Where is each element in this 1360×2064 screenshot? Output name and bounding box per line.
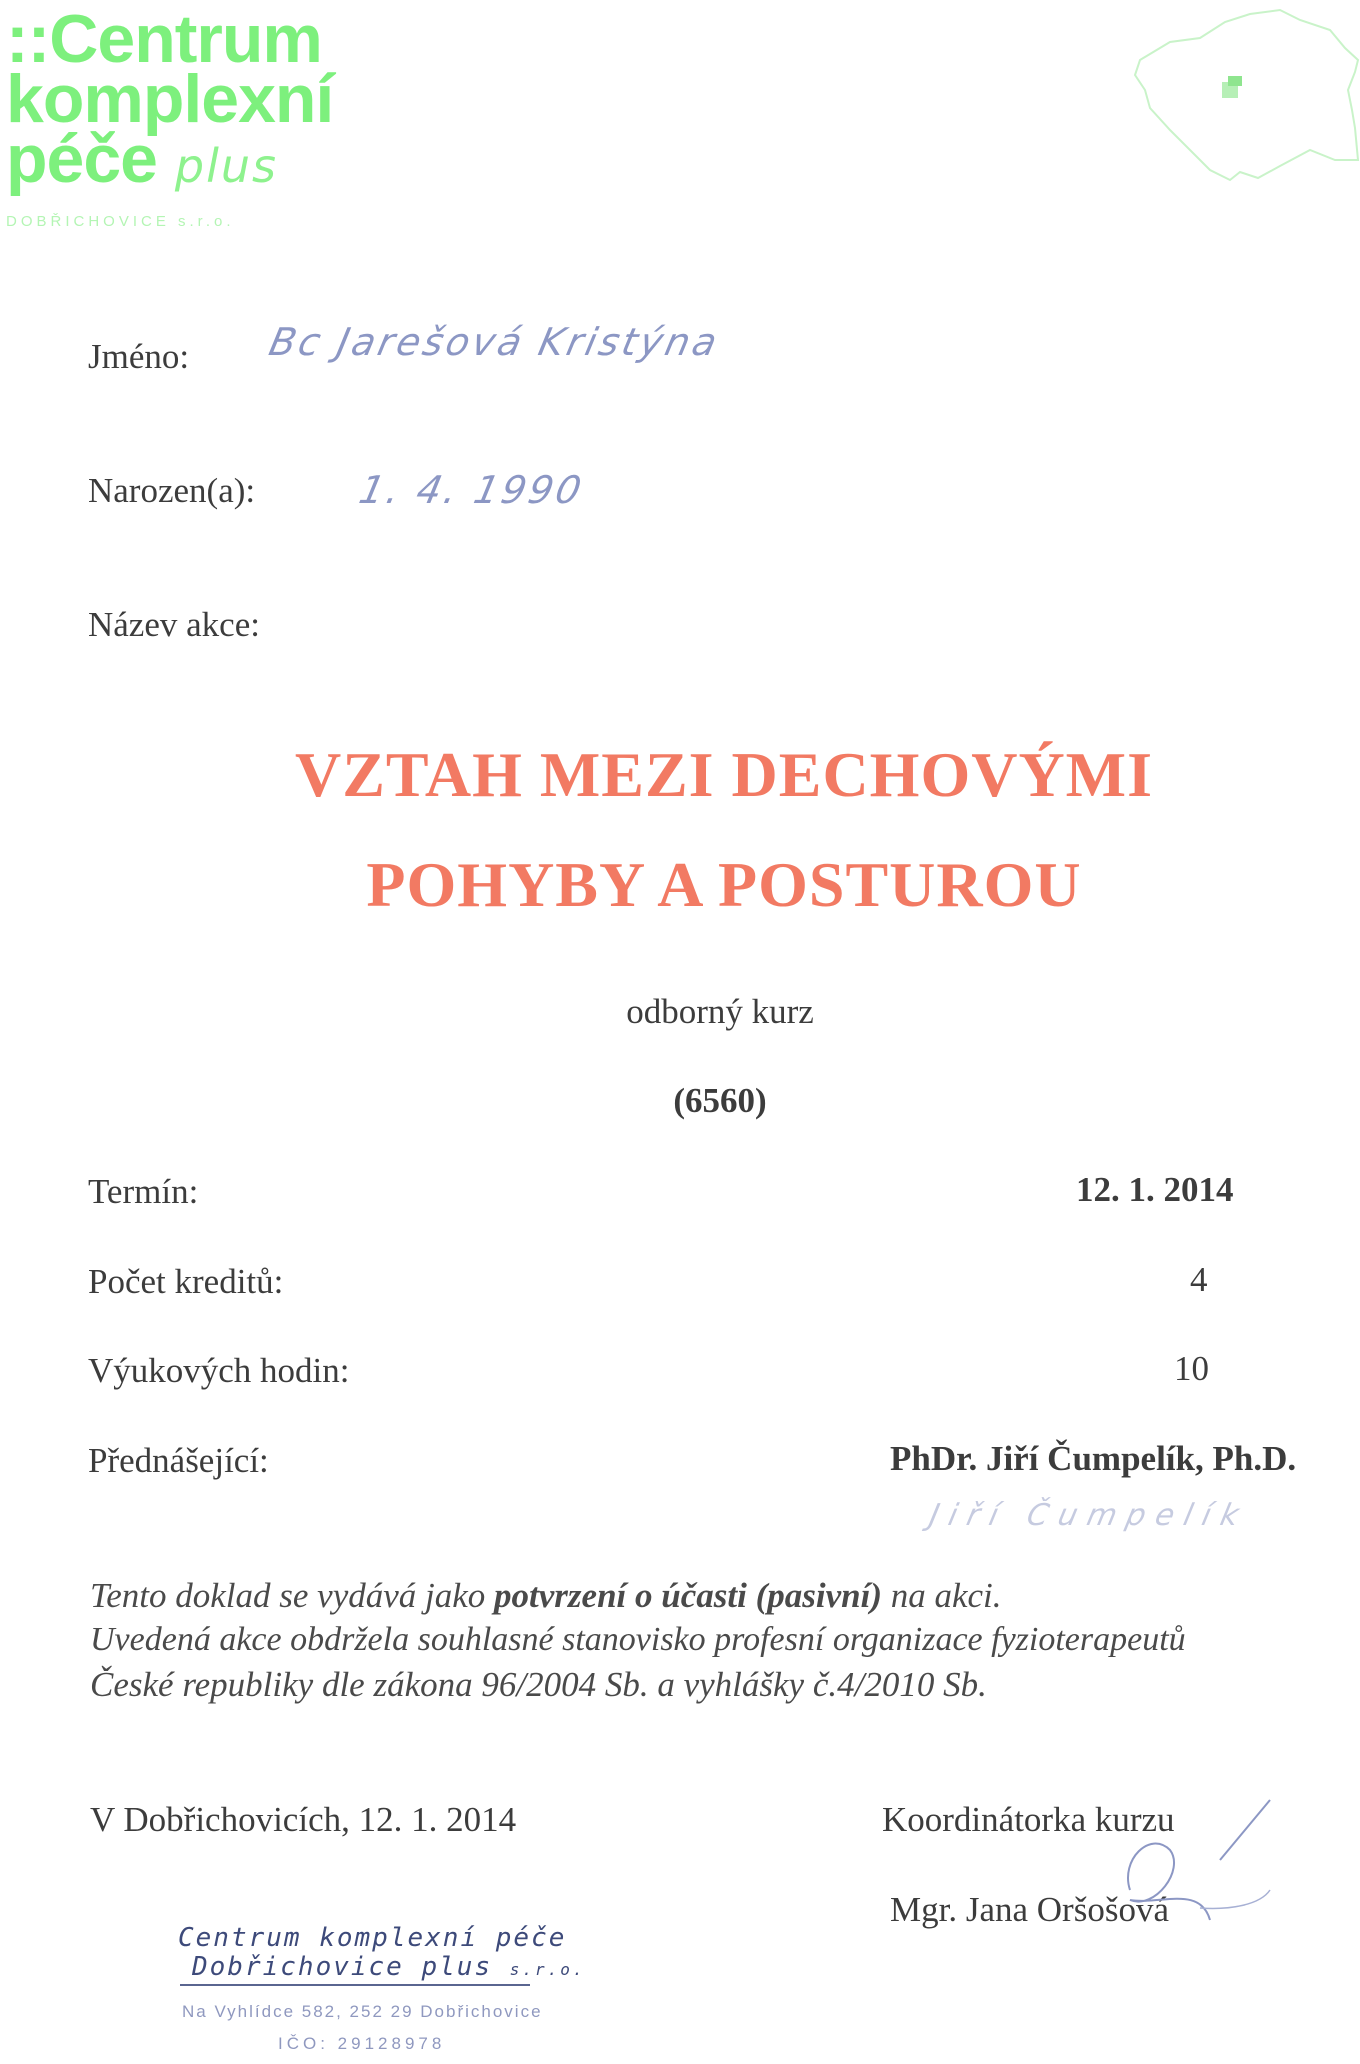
note-line-2: Uvedená akce obdržela souhlasné stanovisko profesní organizace fyzioterapeutů [90, 1621, 1186, 1658]
stamp-ico: IČO: 29128978 [278, 2034, 446, 2053]
logo-line-1: ::Centrum [6, 1, 322, 77]
coordinator-role: Koordinátorka kurzu [882, 1800, 1175, 1839]
event-label: Název akce: [88, 605, 260, 644]
logo-pece: péče [6, 121, 157, 197]
stamp-line-1: Centrum komplexní péče [178, 1923, 567, 1953]
birth-label: Narozen(a): [88, 471, 256, 510]
logo-subline: DOBŘICHOVICE s.r.o. [6, 213, 235, 230]
note-line-1-pre: Tento doklad se vydává jako [90, 1576, 495, 1615]
name-handwritten: Bc Jarešová Kristýna [265, 320, 724, 364]
note-line-3: České republiky dle zákona 96/2004 Sb. a vyhlášky č.4/2010 Sb. [90, 1665, 987, 1704]
course-title-line-2: POHYBY A POSTUROU [366, 849, 1082, 920]
logo-line-2: komplexní [6, 61, 334, 137]
course-title-line-1: VZTAH MEZI DECHOVÝMI [295, 739, 1153, 810]
place-date: V Dobřichovicích, 12. 1. 2014 [90, 1800, 517, 1839]
logo-line-3 [6, 121, 279, 197]
czech-map-icon [1130, 0, 1360, 190]
stamp-line-2 [192, 1952, 586, 1982]
hours-value: 10 [1174, 1349, 1209, 1388]
lecturer-signature: Jiří Čumpelík [926, 1498, 1252, 1533]
lecturer-label: Přednášející: [88, 1441, 269, 1480]
logo-plus: plus [174, 139, 279, 193]
term-value: 12. 1. 2014 [1076, 1170, 1234, 1209]
name-label: Jméno: [88, 337, 190, 376]
credits-value: 4 [1190, 1260, 1208, 1299]
note-line-1-post: na akci. [881, 1576, 1002, 1615]
hours-label: Výukových hodin: [88, 1351, 350, 1390]
stamp-divider [180, 1984, 530, 1986]
birth-handwritten: 1. 4. 1990 [355, 468, 589, 512]
term-label: Termín: [88, 1172, 199, 1211]
note-line-1 [90, 1574, 1002, 1618]
stamp-line-2-main: Dobřichovice plus [192, 1952, 493, 1982]
stamp-address: Na Vyhlídce 582, 252 29 Dobřichovice [182, 2002, 543, 2021]
stamp-line-2-suffix: s.r.o. [509, 1960, 586, 1979]
coordinator-name: Mgr. Jana Oršošová [890, 1890, 1169, 1929]
credits-label: Počet kreditů: [88, 1262, 284, 1301]
course-type: odborný kurz [626, 992, 814, 1031]
coordinator-signature [1060, 1790, 1290, 1940]
course-code: (6560) [673, 1081, 767, 1120]
lecturer-value: PhDr. Jiří Čumpelík, Ph.D. [890, 1439, 1297, 1478]
note-line-1-bold: potvrzení o účasti (pasivní) [494, 1576, 882, 1615]
